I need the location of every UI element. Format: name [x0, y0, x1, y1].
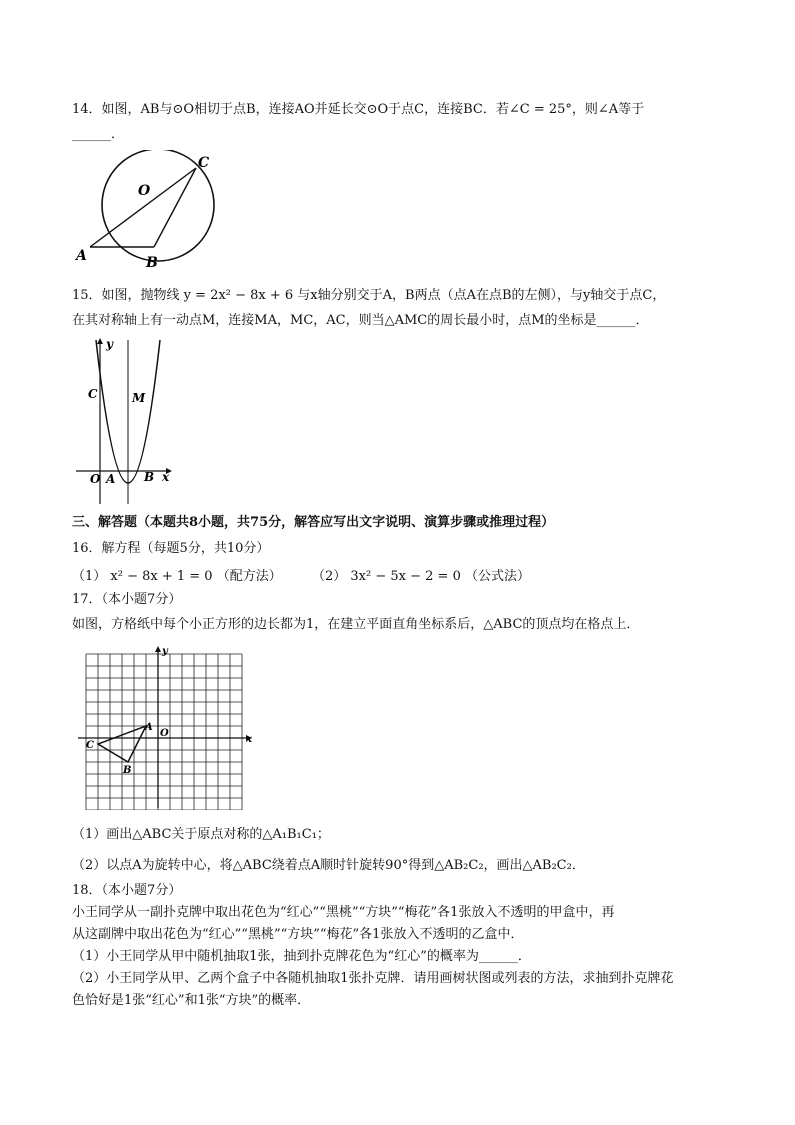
label-y: y — [162, 646, 168, 657]
label-o: O — [138, 183, 151, 199]
q16-item1: （1） x² − 8x + 1 = 0 （配方法） — [72, 569, 282, 584]
segment-bc — [154, 168, 196, 247]
label-o: O — [160, 728, 169, 739]
q17-part1: （1）画出△ABC关于原点对称的△A₁B₁C₁； — [72, 827, 330, 842]
q14-line1: 14．如图，AB与⊙O相切于点B，连接AO并延长交⊙O于点C，连接BC．若∠C = 25°，则∠A等于 — [72, 102, 645, 117]
q15-line1: 15．如图，抛物线 y = 2x² − 8x + 6 与x轴分别交于A，B两点（点A在点B的左侧），与y轴交于点C， — [72, 288, 666, 303]
label-a: A — [76, 248, 87, 264]
label-b: B — [123, 765, 132, 776]
q17-line1: 如图，方格纸中每个小正方形的边长都为1，在建立平面直角坐标系后，△ABC的顶点均在格点上． — [72, 617, 640, 632]
label-a: A — [145, 722, 153, 733]
q18-part1: （1）小王同学从甲中随机抽取1张，抽到扑克牌花色为“红心”的概率为______． — [72, 949, 531, 964]
label-b: B — [146, 255, 158, 270]
label-c: C — [88, 387, 98, 401]
q18-part2a: （2）小王同学从甲、乙两个盒子中各随机抽取1张扑克牌．请用画树状图或列表的方法，求抽到扑克牌花 — [72, 971, 674, 986]
q14-line2: ______． — [72, 127, 125, 142]
label-x: x — [162, 470, 170, 484]
label-y: y — [106, 337, 113, 351]
label-m: M — [132, 391, 146, 405]
q18-line1: 小王同学从一副扑克牌中取出花色为“红心”“黑桃”“方块”“梅花”各1张放入不透明的甲盒中，再 — [72, 905, 615, 920]
segment-ac — [90, 168, 196, 247]
q16-item2: （2） 3x² − 5x − 2 = 0 （公式法） — [312, 569, 530, 584]
q18-part2b: 色恰好是1张“红心”和1张“方块”的概率． — [72, 993, 311, 1008]
label-x: x — [246, 734, 252, 745]
q17-header: 17．（本小题7分） — [72, 592, 182, 607]
label-o: O — [90, 472, 101, 486]
label-a: A — [106, 472, 116, 486]
q17-part2: （2）以点A为旋转中心，将△ABC绕着点A顺时针旋转90°得到△AB₂C₂，画出△AB₂C₂． — [72, 858, 585, 873]
label-c: C — [86, 740, 94, 751]
q18-header: 18．（本小题7分） — [72, 883, 182, 898]
label-c: C — [198, 155, 210, 171]
q15-line2: 在其对称轴上有一动点M，连接MA，MC，AC，则当△AMC的周长最小时，点M的坐标是______． — [72, 313, 649, 328]
q18-line2: 从这副牌中取出花色为“红心”“黑桃”“方块”“梅花”各1张放入不透明的乙盒中． — [72, 927, 524, 942]
q16-line1: 16．解方程（每题5分，共10分） — [72, 541, 270, 556]
q14-circle-figure — [72, 150, 222, 270]
q15-parabola-figure — [72, 336, 182, 506]
q17-grid-figure — [74, 642, 260, 810]
label-b: B — [144, 470, 155, 484]
section3-heading: 三、解答题（本题共8小题，共75分，解答应写出文字说明、演算步骤或推理过程） — [72, 515, 555, 530]
